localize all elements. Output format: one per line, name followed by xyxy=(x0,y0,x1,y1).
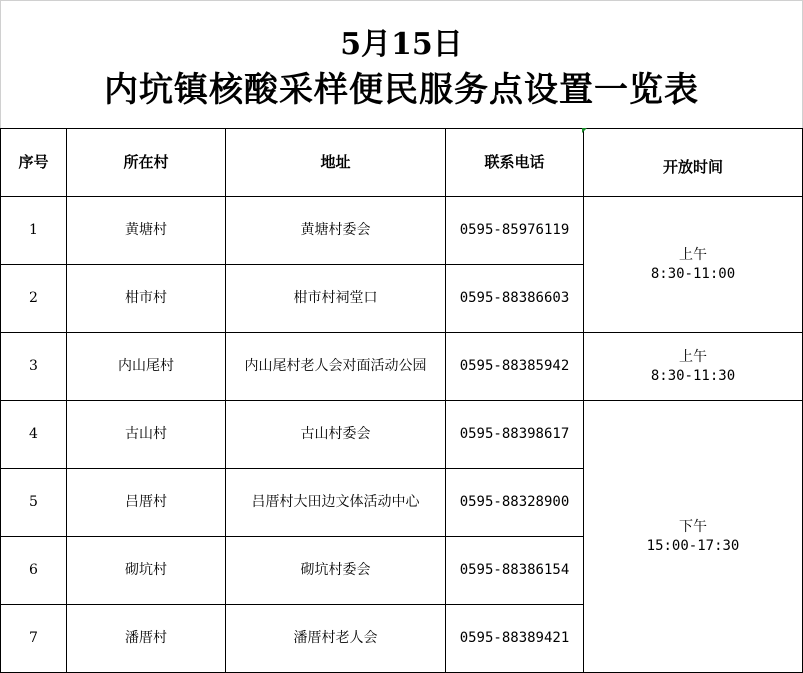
title-date: 5月15日 xyxy=(340,27,463,62)
row-seq: 1 xyxy=(1,197,67,265)
header-hours-label: 开放时间 xyxy=(662,158,723,176)
row-seq: 6 xyxy=(1,537,67,605)
row-seq: 4 xyxy=(1,401,67,469)
header-seq: 序号 xyxy=(1,129,67,197)
table-row xyxy=(1,333,803,401)
row-village: 内山尾村 xyxy=(67,333,226,401)
hours-time: 8:30-11:30 xyxy=(650,367,736,384)
row-village: 吕厝村 xyxy=(67,469,226,537)
hours-period: 下午 xyxy=(679,518,707,535)
row-seq: 2 xyxy=(1,265,67,333)
row-phone: 0595-88328900 xyxy=(446,469,584,537)
row-phone: 0595-88398617 xyxy=(446,401,584,469)
row-seq: 3 xyxy=(1,333,67,401)
hours-cell-group3 xyxy=(584,401,803,673)
hours-cell-group1 xyxy=(584,197,803,333)
header-address: 地址 xyxy=(226,129,446,197)
header-hours xyxy=(584,129,803,197)
row-village: 柑市村 xyxy=(67,265,226,333)
title-main: 内坑镇核酸采样便民服务点设置一览表 xyxy=(104,70,699,110)
table-header-row xyxy=(1,129,803,197)
row-phone: 0595-88389421 xyxy=(446,605,584,673)
table-row xyxy=(1,197,803,265)
row-address: 古山村委会 xyxy=(226,401,446,469)
hours-period: 上午 xyxy=(679,246,707,263)
row-address: 柑市村祠堂口 xyxy=(226,265,446,333)
row-address: 潘厝村老人会 xyxy=(226,605,446,673)
row-address: 黄塘村委会 xyxy=(226,197,446,265)
table-row xyxy=(1,401,803,469)
service-points-table xyxy=(0,128,803,673)
row-address: 内山尾村老人会对面活动公园 xyxy=(226,333,446,401)
header-village: 所在村 xyxy=(67,129,226,197)
row-phone: 0595-88385942 xyxy=(446,333,584,401)
row-village: 潘厝村 xyxy=(67,605,226,673)
row-seq: 5 xyxy=(1,469,67,537)
hours-period: 上午 xyxy=(679,348,707,365)
row-address: 吕厝村大田边文体活动中心 xyxy=(226,469,446,537)
header-phone: 联系电话 xyxy=(446,129,584,197)
row-phone: 0595-88386603 xyxy=(446,265,584,333)
hours-time: 15:00-17:30 xyxy=(646,537,740,554)
row-village: 黄塘村 xyxy=(67,197,226,265)
row-phone: 0595-85976119 xyxy=(446,197,584,265)
row-seq: 7 xyxy=(1,605,67,673)
cell-comment-marker xyxy=(582,128,587,133)
frame-top-border xyxy=(0,0,802,1)
hours-cell-group2 xyxy=(584,333,803,401)
hours-time: 8:30-11:00 xyxy=(650,265,736,282)
row-village: 古山村 xyxy=(67,401,226,469)
row-village: 砌坑村 xyxy=(67,537,226,605)
row-address: 砌坑村委会 xyxy=(226,537,446,605)
row-phone: 0595-88386154 xyxy=(446,537,584,605)
